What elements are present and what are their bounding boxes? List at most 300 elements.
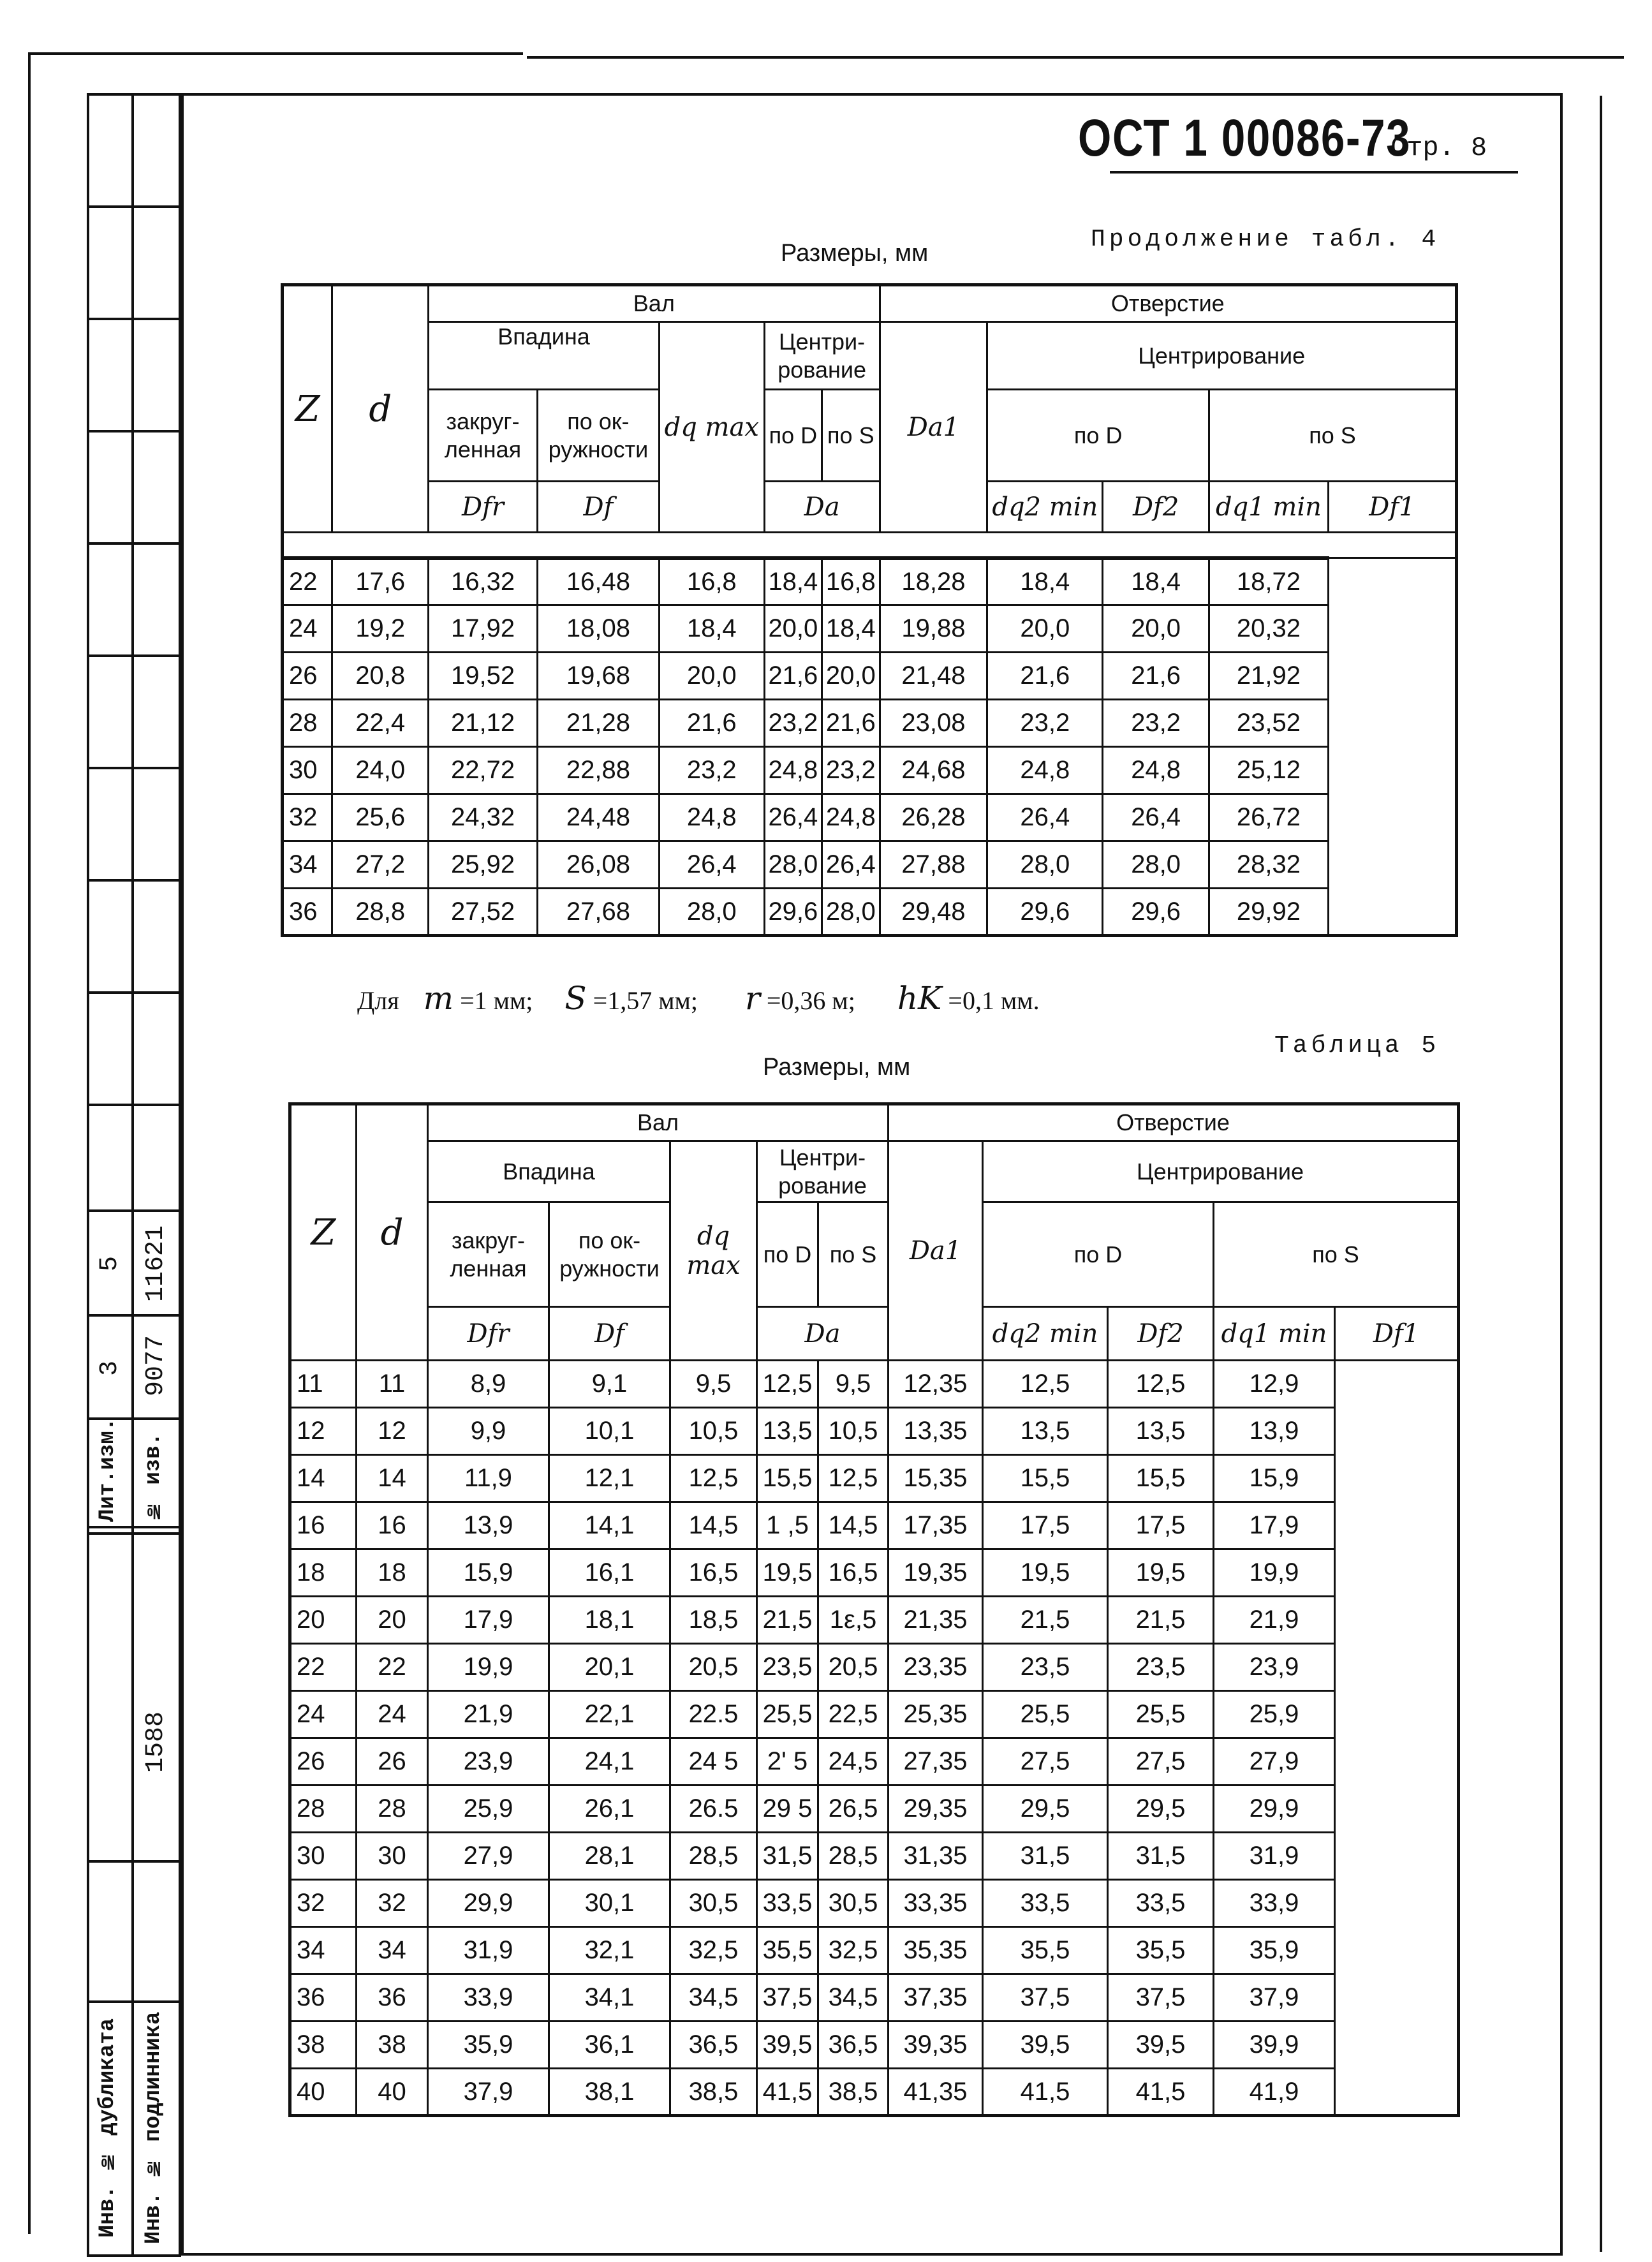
table-cell: 22,1 [549, 1691, 670, 1738]
table-cell: 32,5 [818, 1927, 889, 1974]
circle-header: по ок-ружности [549, 1202, 670, 1307]
table-cell: 31,5 [983, 1833, 1108, 1880]
by-d-hole-header: по D [987, 390, 1209, 482]
table-cell: 28,0 [822, 889, 880, 936]
table-cell: 15,35 [889, 1455, 983, 1502]
note-line [357, 980, 1040, 1017]
note-m-symbol: m [423, 980, 454, 1017]
table-cell: 10,1 [549, 1408, 670, 1455]
table4-caption: Продолжение табл. 4 [1091, 226, 1440, 253]
table-cell: 18,5 [670, 1597, 757, 1644]
table-cell: 39,9 [1214, 2022, 1335, 2069]
table-row [290, 1738, 1459, 1785]
table-cell: 12,35 [889, 1361, 983, 1408]
table-cell: 31,5 [757, 1833, 818, 1880]
table-cell: 13,9 [1214, 1408, 1335, 1455]
table-cell: 29,6 [987, 889, 1103, 936]
table-cell: 31,5 [1108, 1833, 1214, 1880]
table-cell: 20 [290, 1597, 357, 1644]
table-cell: 32,5 [670, 1927, 757, 1974]
table-cell: 20,0 [987, 605, 1103, 653]
side-cell [87, 991, 134, 1106]
dfr-header: Dfr [429, 482, 538, 533]
table-cell: 19,9 [428, 1644, 549, 1691]
table-cell: 33,5 [1108, 1880, 1214, 1927]
dq2min-header: dq2 min [983, 1307, 1108, 1361]
note-h-value: =0,1 мм. [948, 986, 1040, 1015]
table-row [290, 1549, 1459, 1597]
table-cell: 24 [357, 1691, 428, 1738]
table-cell: 9,5 [670, 1361, 757, 1408]
table-cell: 24,1 [549, 1738, 670, 1785]
table-cell: 26,4 [1103, 794, 1209, 841]
table-cell: 23,5 [983, 1644, 1108, 1691]
table-cell: 37,35 [889, 1974, 983, 2022]
table-cell: 34 [290, 1927, 357, 1974]
table-cell: 22 [290, 1644, 357, 1691]
table-cell: 41,9 [1214, 2069, 1335, 2116]
table-cell: 14,5 [670, 1502, 757, 1549]
table-cell: 13,5 [757, 1408, 818, 1455]
table-row [290, 1502, 1459, 1549]
table-cell: 28,32 [1209, 841, 1329, 889]
table-cell: 16,8 [659, 558, 764, 605]
centering-shaft-header: Центри-рование [757, 1141, 889, 1202]
table-row [290, 1880, 1459, 1927]
table-cell: 26,4 [987, 794, 1103, 841]
table-cell: 13,5 [1108, 1408, 1214, 1455]
table-cell: 17,9 [428, 1597, 549, 1644]
table-cell: 20,5 [670, 1644, 757, 1691]
table-cell: 26,08 [537, 841, 659, 889]
inv-divider [87, 1860, 181, 1863]
table-cell: 9,9 [428, 1408, 549, 1455]
table-cell: 34 [357, 1927, 428, 1974]
table-row [290, 1927, 1459, 1974]
table-row [283, 889, 1457, 936]
table-cell: 31,35 [889, 1833, 983, 1880]
table-cell: 28 [290, 1785, 357, 1833]
centering-hole-header: Центрирование [987, 322, 1457, 390]
table-cell: 19,2 [332, 605, 429, 653]
table-cell: 1 ,5 [757, 1502, 818, 1549]
table-cell: 15,9 [1214, 1455, 1335, 1502]
rev-value-3: 3 [96, 1361, 124, 1377]
note-s-value: =1,57 мм; [593, 986, 698, 1015]
da-header: Da [757, 1307, 889, 1361]
orig-inv-value: 1588 [142, 1711, 170, 1773]
table-cell: 21,5 [757, 1597, 818, 1644]
table-cell: 28,0 [1103, 841, 1209, 889]
by-d-shaft-header: по D [764, 390, 822, 482]
page-frame-top-line [28, 52, 523, 55]
table-cell: 41,5 [983, 2069, 1108, 2116]
table-cell: 28,5 [818, 1833, 889, 1880]
table-cell: 21,6 [1103, 653, 1209, 700]
table-cell: 38,1 [549, 2069, 670, 2116]
table-cell: 27,5 [983, 1738, 1108, 1785]
table-row [290, 1455, 1459, 1502]
df2-header: Df2 [1108, 1307, 1214, 1361]
table4 [281, 283, 1458, 937]
by-s-hole-header: по S [1214, 1202, 1459, 1307]
table-cell: 33,35 [889, 1880, 983, 1927]
da1-header: Da1 [880, 322, 987, 533]
table-cell: 26,5 [818, 1785, 889, 1833]
hole-header: Отверстие [889, 1104, 1459, 1141]
inv-divider [87, 2000, 181, 2003]
side-cell [131, 1104, 181, 1212]
table-cell: 25,12 [1209, 747, 1329, 794]
table-cell: 24 5 [670, 1738, 757, 1785]
table-cell: 27,2 [332, 841, 429, 889]
side-cell [87, 430, 134, 545]
table-cell: 20,1 [549, 1644, 670, 1691]
table-cell: 25,5 [983, 1691, 1108, 1738]
table-cell: 21,9 [1214, 1597, 1335, 1644]
table5-units: Размеры, мм [763, 1054, 911, 1081]
table-cell: 11 [357, 1361, 428, 1408]
table-cell: 33,5 [757, 1880, 818, 1927]
table-cell: 28 [283, 700, 332, 747]
table-cell: 29,9 [1214, 1785, 1335, 1833]
table-cell: 28,0 [987, 841, 1103, 889]
table-row [283, 747, 1457, 794]
table-cell: 23,5 [757, 1644, 818, 1691]
table-cell: 35,9 [428, 2022, 549, 2069]
note-s-symbol: S [564, 980, 587, 1017]
dup-inv-label: Инв. № дубликата [96, 2018, 120, 2238]
by-s-hole-header: по S [1209, 390, 1457, 482]
table-cell: 20,5 [818, 1644, 889, 1691]
table-cell: 27,9 [428, 1833, 549, 1880]
table-cell: 28,0 [764, 841, 822, 889]
table-cell: 24,8 [764, 747, 822, 794]
circle-header: по ок-ружности [537, 390, 659, 482]
table-cell: 19,35 [889, 1549, 983, 1597]
table-cell: 15,5 [983, 1455, 1108, 1502]
table-cell: 25,9 [1214, 1691, 1335, 1738]
table-cell: 35,9 [1214, 1927, 1335, 1974]
table-cell: 9,1 [549, 1361, 670, 1408]
table-cell: 20,32 [1209, 605, 1329, 653]
table-cell: 22.5 [670, 1691, 757, 1738]
table-cell: 28,8 [332, 889, 429, 936]
table-cell: 37,5 [1108, 1974, 1214, 2022]
table-cell: 33,9 [1214, 1880, 1335, 1927]
df2-header: Df2 [1103, 482, 1209, 533]
table-cell: 24,5 [818, 1738, 889, 1785]
table-cell: 15,9 [428, 1549, 549, 1597]
table-cell: 12,1 [549, 1455, 670, 1502]
table-cell: 36,5 [818, 2022, 889, 2069]
table-row [283, 700, 1457, 747]
table-cell: 27,9 [1214, 1738, 1335, 1785]
side-cell [131, 654, 181, 769]
table-cell: 38,5 [818, 2069, 889, 2116]
side-stamp-strip [87, 93, 181, 2262]
table-cell: 32 [283, 794, 332, 841]
table-cell: 23,9 [428, 1738, 549, 1785]
table-cell: 20,8 [332, 653, 429, 700]
table-cell: 23,2 [822, 747, 880, 794]
col-z-header: Z [283, 285, 332, 533]
by-s-shaft-header: по S [822, 390, 880, 482]
table-cell: 38,5 [670, 2069, 757, 2116]
table-cell: 36 [290, 1974, 357, 2022]
table-cell: 16,5 [670, 1549, 757, 1597]
table-cell: 31,9 [1214, 1833, 1335, 1880]
table-cell: 34 [283, 841, 332, 889]
table-cell: 16,32 [429, 558, 538, 605]
table-cell: 27,35 [889, 1738, 983, 1785]
table-cell: 41,35 [889, 2069, 983, 2116]
side-cell [87, 879, 134, 994]
table-cell: 19,9 [1214, 1549, 1335, 1597]
table-cell: 18,4 [659, 605, 764, 653]
table-cell: 30 [357, 1833, 428, 1880]
table-row [290, 1785, 1459, 1833]
table-cell: 32,1 [549, 1927, 670, 1974]
table-cell: 12 [290, 1408, 357, 1455]
dq2min-header: dq2 min [987, 482, 1103, 533]
table-cell: 25,35 [889, 1691, 983, 1738]
spacer-row [283, 533, 1457, 558]
table-cell: 22 [357, 1644, 428, 1691]
table-cell: 26,1 [549, 1785, 670, 1833]
table-cell: 23,35 [889, 1644, 983, 1691]
side-cell [131, 767, 181, 882]
table-cell: 25,5 [757, 1691, 818, 1738]
table-cell: 12 [357, 1408, 428, 1455]
col-d-header: d [332, 285, 429, 533]
table-cell: 26,4 [764, 794, 822, 841]
table-cell: 22,4 [332, 700, 429, 747]
table-cell: 29,5 [983, 1785, 1108, 1833]
docno-value-9077: 9077 [142, 1335, 170, 1397]
table-cell: 26,4 [822, 841, 880, 889]
side-cell [131, 542, 181, 657]
table-cell: 35,5 [757, 1927, 818, 1974]
table-cell: 19,5 [983, 1549, 1108, 1597]
table-cell: 25,9 [428, 1785, 549, 1833]
table-cell: 30,5 [670, 1880, 757, 1927]
table-cell: 16,8 [822, 558, 880, 605]
table-cell: 25,5 [1108, 1691, 1214, 1738]
table-cell: 11 [290, 1361, 357, 1408]
table-cell: 24,48 [537, 794, 659, 841]
side-cell [87, 318, 134, 432]
table-cell: 24,8 [987, 747, 1103, 794]
table-cell: 12,5 [983, 1361, 1108, 1408]
table-cell: 12,5 [670, 1455, 757, 1502]
table-cell: 18,4 [764, 558, 822, 605]
page-number: Стр. 8 [1390, 133, 1487, 163]
table-cell: 10,5 [818, 1408, 889, 1455]
table-cell: 25,92 [429, 841, 538, 889]
table-row [290, 1691, 1459, 1738]
centering-shaft-header: Центри-рование [764, 322, 880, 390]
page-frame-right-line [1600, 96, 1602, 2252]
table-cell: 14 [357, 1455, 428, 1502]
table-cell: 39,5 [1108, 2022, 1214, 2069]
table-cell: 8,9 [428, 1361, 549, 1408]
table-cell: 23,5 [1108, 1644, 1214, 1691]
table-cell: 11,9 [428, 1455, 549, 1502]
side-cell [131, 318, 181, 432]
table-cell: 12,5 [757, 1361, 818, 1408]
table-cell: 29,6 [1103, 889, 1209, 936]
table-cell: 18,4 [987, 558, 1103, 605]
table-row [290, 1644, 1459, 1691]
table-cell: 26 [290, 1738, 357, 1785]
table-cell: 36 [283, 889, 332, 936]
table-cell: 19,5 [1108, 1549, 1214, 1597]
table-cell: 13,5 [983, 1408, 1108, 1455]
da-header: Da [764, 482, 880, 533]
shaft-header: Вал [428, 1104, 889, 1141]
table-cell: 35,5 [1108, 1927, 1214, 1974]
side-cell [87, 1104, 134, 1212]
table-row [290, 1833, 1459, 1880]
table-cell: 26,28 [880, 794, 987, 841]
table-cell: 29,6 [764, 889, 822, 936]
side-cell [131, 879, 181, 994]
by-s-shaft-header: по S [818, 1202, 889, 1307]
table-row [283, 841, 1457, 889]
table-row [290, 2022, 1459, 2069]
col-z-header: Z [290, 1104, 357, 1361]
table-cell: 19,68 [537, 653, 659, 700]
table-cell: 21,28 [537, 700, 659, 747]
table-cell: 23,2 [1103, 700, 1209, 747]
table-cell: 37,9 [428, 2069, 549, 2116]
table-cell: 16,5 [818, 1549, 889, 1597]
side-cell [87, 205, 134, 320]
hollow-header: Впадина [428, 1141, 670, 1202]
table-cell: 18,08 [537, 605, 659, 653]
table-cell: 17,6 [332, 558, 429, 605]
rev-value-5: 5 [96, 1256, 124, 1272]
table-cell: 24,8 [659, 794, 764, 841]
dq-max-header: dq max [670, 1141, 757, 1361]
table-cell: 26 [283, 653, 332, 700]
dq1min-header: dq1 min [1214, 1307, 1335, 1361]
table-cell: 24 [283, 605, 332, 653]
side-cell [131, 93, 181, 208]
table-cell: 34,5 [818, 1974, 889, 2022]
df1-header: Df1 [1328, 482, 1456, 533]
table-cell: 15,5 [757, 1455, 818, 1502]
table-cell: 18 [357, 1549, 428, 1597]
table-cell: 37,5 [757, 1974, 818, 2022]
table-cell: 15,5 [1108, 1455, 1214, 1502]
table-cell: 22,72 [429, 747, 538, 794]
table-cell: 23,9 [1214, 1644, 1335, 1691]
table-cell: 18,72 [1209, 558, 1329, 605]
table-cell: 17,35 [889, 1502, 983, 1549]
table-row [290, 1361, 1459, 1408]
table-cell: 28,1 [549, 1833, 670, 1880]
orig-inv-label: Инв. № подлинника [142, 2011, 166, 2245]
rounded-header: закруг-ленная [428, 1202, 549, 1307]
table5-caption: Таблица 5 [1274, 1032, 1440, 1060]
table-cell: 21,6 [987, 653, 1103, 700]
table-cell: 22 [283, 558, 332, 605]
table-cell: 13,35 [889, 1408, 983, 1455]
table-cell: 21,92 [1209, 653, 1329, 700]
by-d-hole-header: по D [983, 1202, 1214, 1307]
doc-no-label: № изв. [142, 1432, 166, 1522]
table-cell: 23,52 [1209, 700, 1329, 747]
table5 [288, 1102, 1460, 2117]
table-cell: 37,5 [983, 1974, 1108, 2022]
table-cell: 21,35 [889, 1597, 983, 1644]
side-cell [87, 767, 134, 882]
table-cell: 29,5 [1108, 1785, 1214, 1833]
table-cell: 29,48 [880, 889, 987, 936]
table-cell: 18,4 [1103, 558, 1209, 605]
table-cell: 20,0 [659, 653, 764, 700]
table-cell: 20 [357, 1597, 428, 1644]
table-cell: 21,12 [429, 700, 538, 747]
table-cell: 27,68 [537, 889, 659, 936]
table-cell: 35,5 [983, 1927, 1108, 1974]
table-cell: 22,5 [818, 1691, 889, 1738]
table-cell: 17,9 [1214, 1502, 1335, 1549]
table-row [283, 558, 1457, 605]
docno-value-11621: 11621 [142, 1225, 170, 1303]
table-cell: 18 [290, 1549, 357, 1597]
table-row [290, 2069, 1459, 2116]
table-cell: 14 [290, 1455, 357, 1502]
side-cell [87, 542, 134, 657]
table-cell: 36,1 [549, 2022, 670, 2069]
shaft-header: Вал [429, 285, 880, 322]
table-row [290, 1597, 1459, 1644]
table-cell: 20,0 [822, 653, 880, 700]
table-cell: 30,5 [818, 1880, 889, 1927]
side-cell [87, 654, 134, 769]
table-cell: 29,92 [1209, 889, 1329, 936]
df-header: Df [549, 1307, 670, 1361]
centering-hole-header: Центрирование [983, 1141, 1459, 1202]
table-cell: 21,5 [1108, 1597, 1214, 1644]
table-cell: 39,5 [983, 2022, 1108, 2069]
table-cell: 27,88 [880, 841, 987, 889]
table4-body [283, 558, 1457, 936]
table-cell: 25,6 [332, 794, 429, 841]
table-cell: 9,5 [818, 1361, 889, 1408]
table-cell: 29 5 [757, 1785, 818, 1833]
table-cell: 37,9 [1214, 1974, 1335, 2022]
table-cell: 21,6 [764, 653, 822, 700]
table-cell: 22,88 [537, 747, 659, 794]
table-cell: 19,5 [757, 1549, 818, 1597]
table-cell: 12,5 [1108, 1361, 1214, 1408]
table-cell: 13,9 [428, 1502, 549, 1549]
header-underline [1110, 171, 1518, 174]
table-row [283, 653, 1457, 700]
table-cell: 41,5 [1108, 2069, 1214, 2116]
hollow-header: Впадина [429, 322, 660, 390]
table-cell: 20,0 [764, 605, 822, 653]
table-row [290, 1408, 1459, 1455]
table-cell: 17,92 [429, 605, 538, 653]
table-cell: 30 [290, 1833, 357, 1880]
table-cell: 14,5 [818, 1502, 889, 1549]
document-code: ОСТ 1 00086-73 [1078, 109, 1412, 167]
